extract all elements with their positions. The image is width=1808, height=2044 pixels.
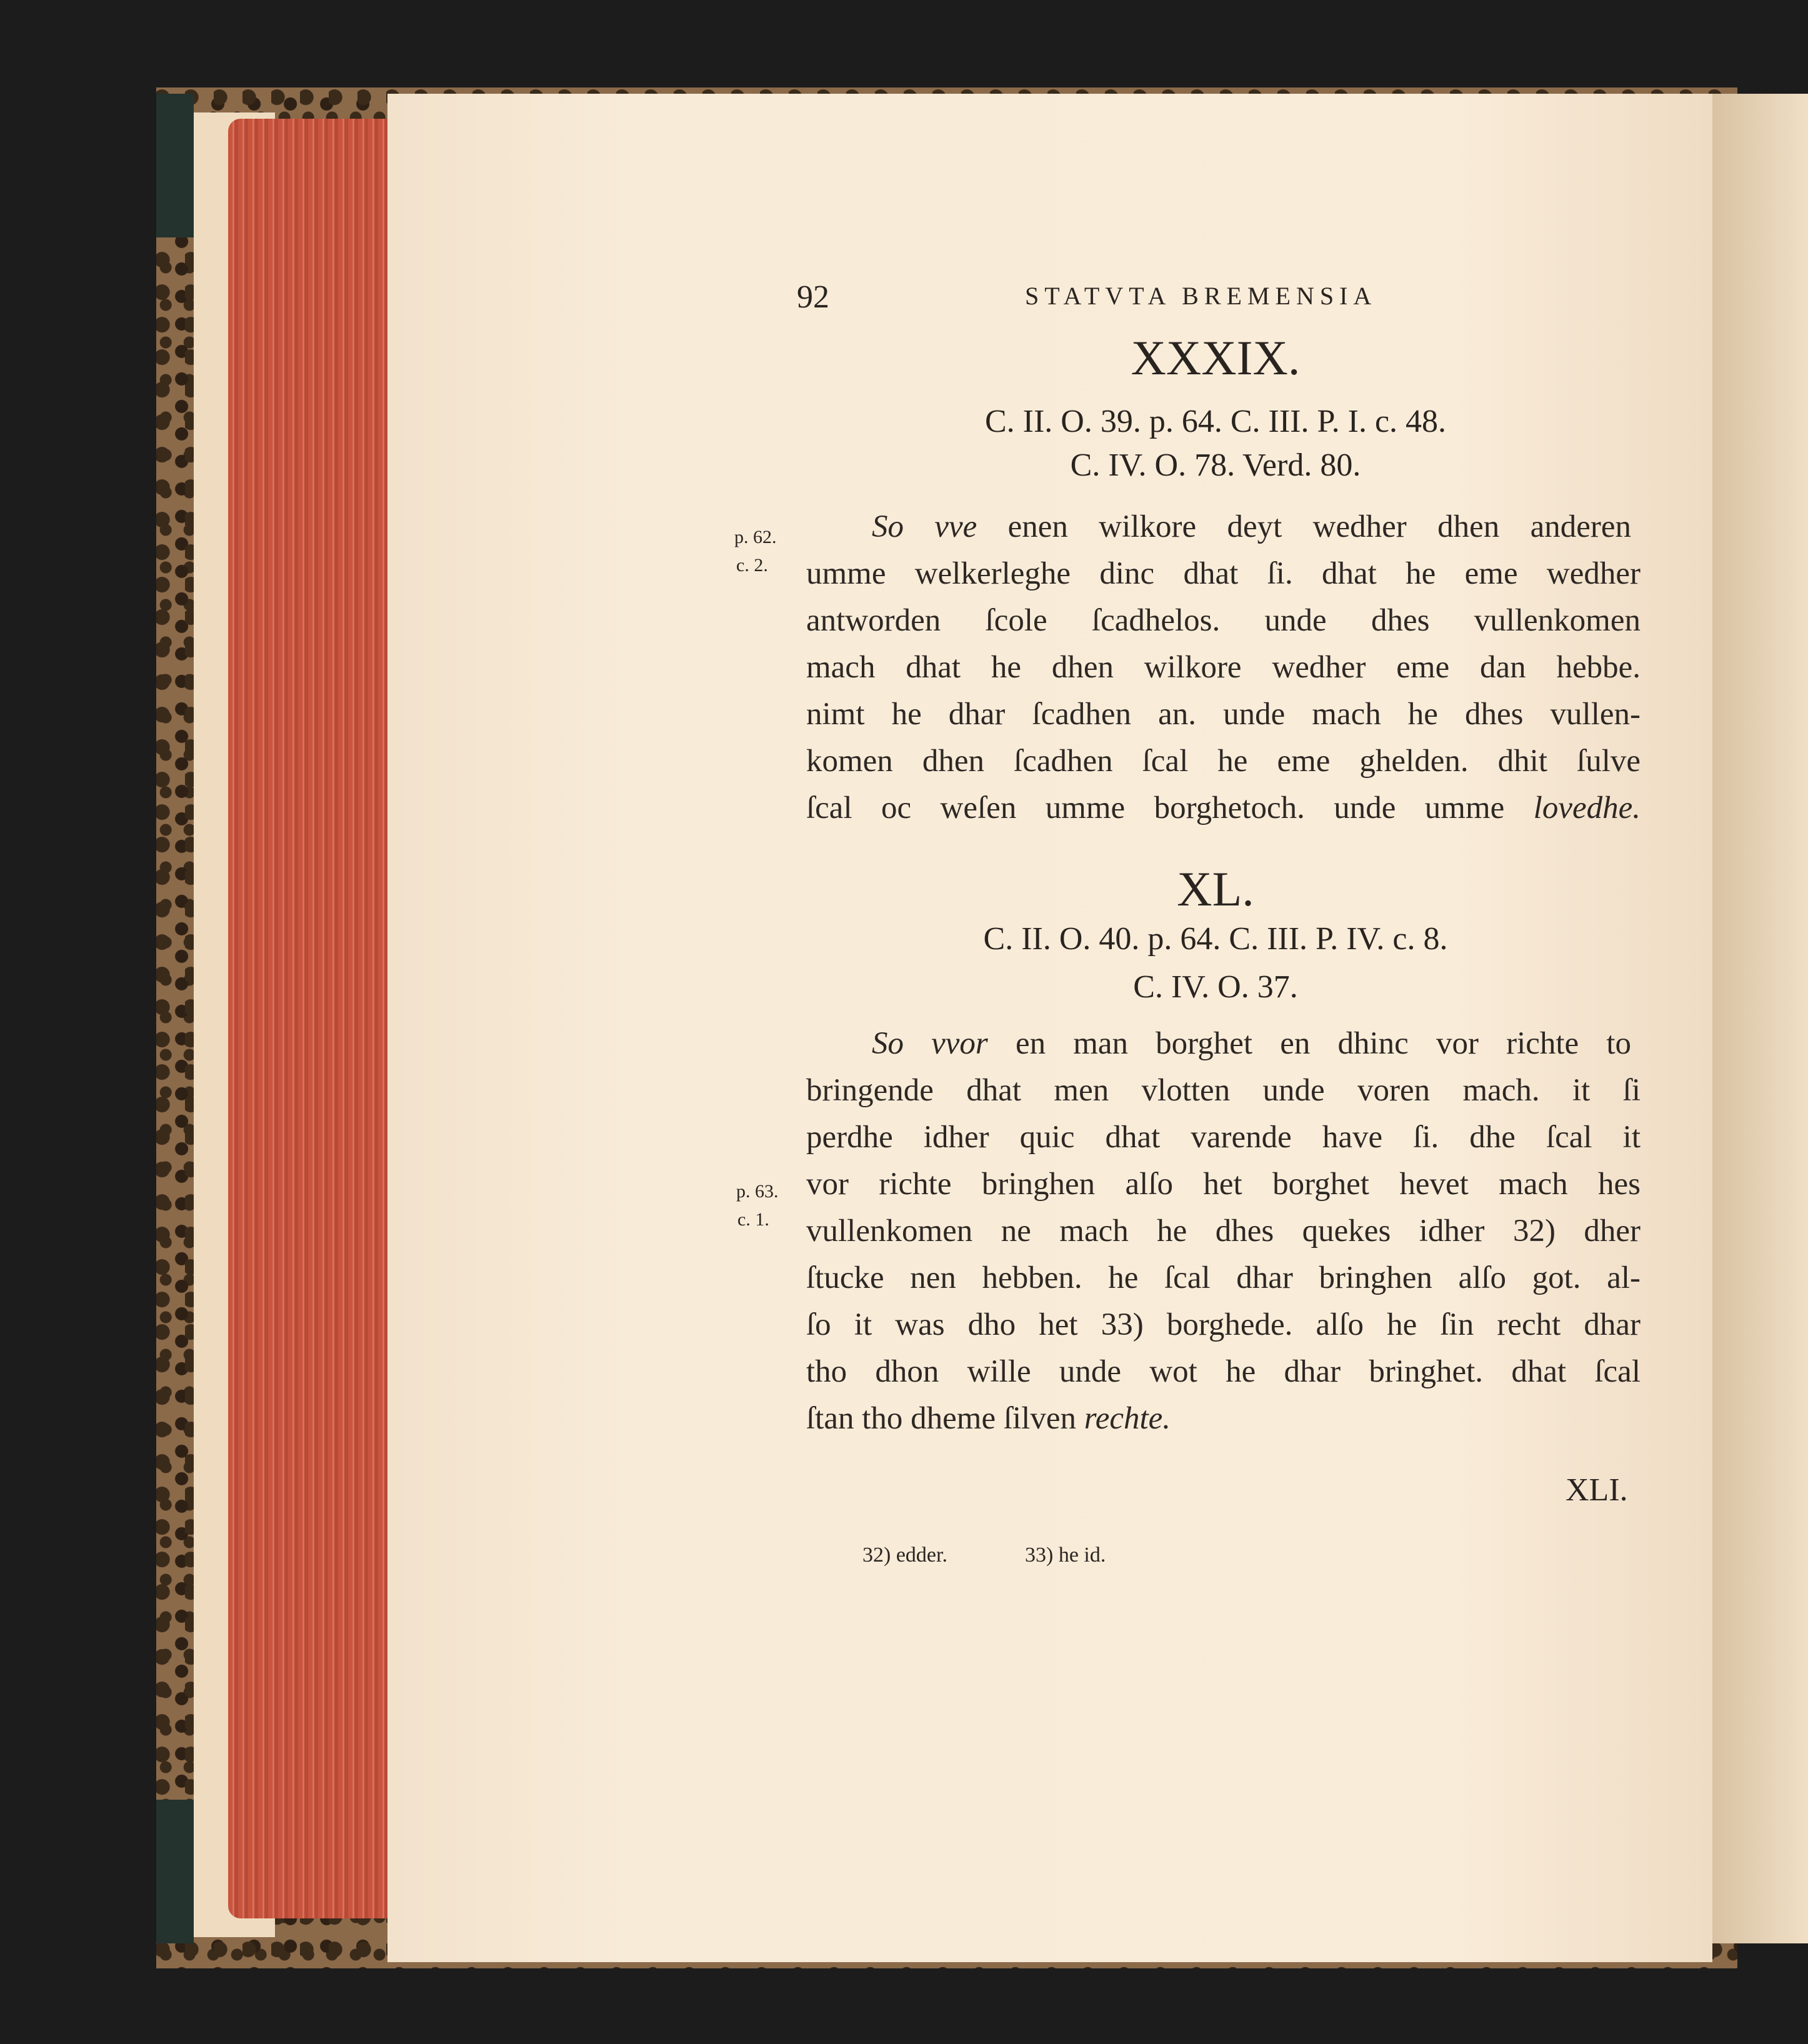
- text-line: So vve enen wilkore deyt wedher dhen anderen: [872, 509, 1631, 544]
- facing-page-edge: [1712, 94, 1808, 1943]
- running-title: STATVTA BREMENSIA: [1025, 282, 1377, 310]
- text-line: ſo it was dho het 33) borghede. alſo he ſin recht dhar: [806, 1307, 1641, 1342]
- text-line: vullenkomen ne mach he dhes quekes idher 32) dher: [806, 1214, 1641, 1249]
- section-reference: C. II. O. 40. p. 64. C. III. P. IV. c. 8.: [983, 921, 1448, 957]
- section-reference: C. IV. O. 37.: [1133, 969, 1298, 1005]
- text-line: vor richte bringhen alſo het borghet hevet mach hes: [806, 1167, 1641, 1202]
- section-reference: C. II. O. 39. p. 64. C. III. P. I. c. 48.: [984, 404, 1447, 439]
- last-word: rechte.: [1084, 1401, 1171, 1436]
- margin-note: c. 2.: [736, 555, 768, 576]
- section-title: XXXIX.: [1131, 331, 1301, 385]
- red-page-edges: [228, 119, 397, 1918]
- text-line: antworden ſcole ſcadhelos. unde dhes vullenkomen: [806, 603, 1641, 638]
- text-line: mach dhat he dhen wilkore wedher eme dan hebbe.: [806, 650, 1641, 685]
- text-line: komen dhen ſcadhen ſcal he eme ghelden. dhit ſulve: [806, 744, 1641, 779]
- text-line: nimt he dhar ſcadhen an. unde mach he dhes vullen-: [806, 697, 1641, 732]
- footnote: 32) edder.: [862, 1543, 947, 1567]
- text-line: So vvor en man borghet en dhinc vor richte to: [872, 1026, 1632, 1061]
- section-reference: C. IV. O. 78. Verd. 80.: [1070, 447, 1361, 483]
- text-line: umme welkerleghe dinc dhat ſi. dhat he eme wedher: [806, 556, 1641, 591]
- margin-note: c. 1.: [737, 1209, 769, 1230]
- text-line: perdhe idher quic dhat varende have ſi. dhe ſcal it: [806, 1120, 1641, 1155]
- cover-corner-top: [156, 94, 194, 237]
- text-line: ſtucke nen hebben. he ſcal dhar bringhen alſo got. al-: [806, 1260, 1641, 1295]
- incipit: So vvor: [872, 1026, 988, 1061]
- catchword: XLI.: [1566, 1472, 1628, 1508]
- margin-note: p. 63.: [736, 1181, 779, 1202]
- last-word: lovedhe.: [1533, 790, 1641, 825]
- text-line: ſcal oc weſen umme borghetoch. unde umme lovedhe.: [806, 790, 1641, 825]
- incipit: So vve: [872, 509, 977, 544]
- margin-note: p. 62.: [734, 527, 777, 547]
- cover-corner-bottom: [156, 1800, 194, 1943]
- text-line: tho dhon wille unde wot he dhar bringhet. dhat ſcal: [806, 1354, 1641, 1389]
- section-title: XL.: [1177, 862, 1254, 916]
- text-line: ſtan tho dheme ſilven rechte.: [806, 1401, 1171, 1436]
- page-number: 92: [797, 279, 829, 315]
- text-line: bringende dhat men vlotten unde voren mach. it ſi: [806, 1073, 1641, 1108]
- footnote: 33) he id.: [1025, 1543, 1106, 1567]
